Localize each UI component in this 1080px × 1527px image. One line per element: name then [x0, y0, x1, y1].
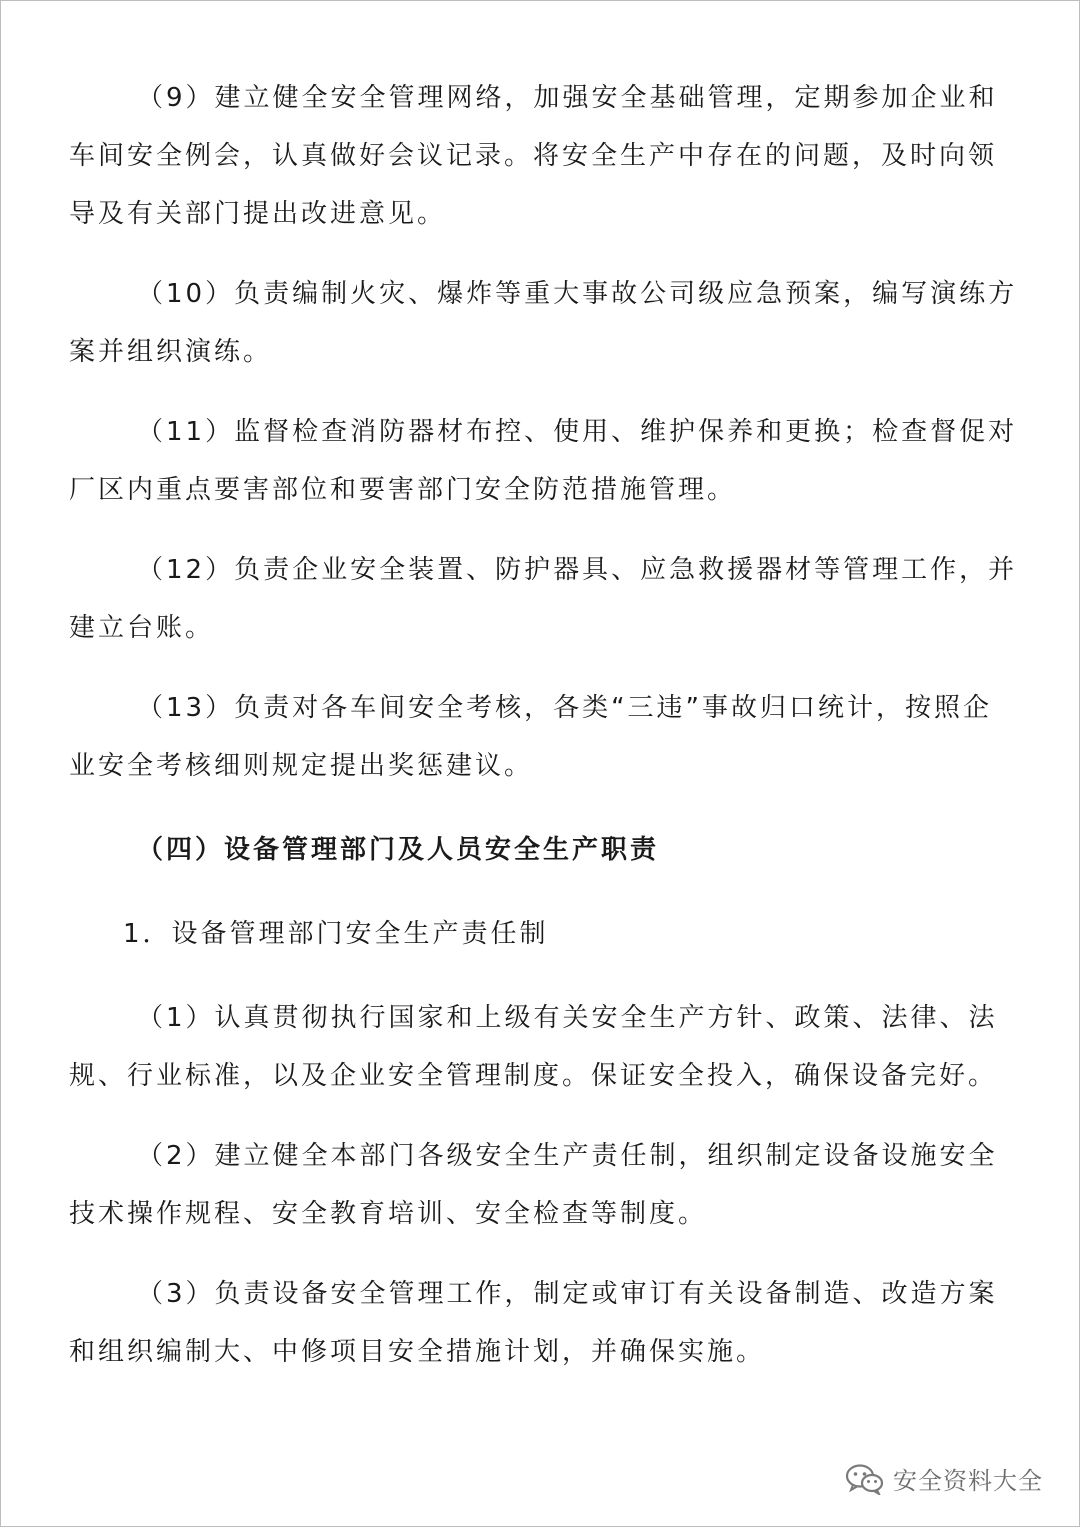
- subsection-paragraph-3: （3）负责设备安全管理工作，制定或审订有关设备制造、改造方案和组织编制大、中修项目安全措施计划，并确保实施。: [69, 1279, 998, 1367]
- watermark: [845, 1461, 1043, 1496]
- watermark-text: 安全资料大全: [893, 1467, 1043, 1495]
- paragraph-11: （11）监督检查消防器材布控、使用、维护保养和更换；检查督促对厂区内重点要害部位和要害部门安全防范措施管理。: [69, 417, 1018, 505]
- wechat-icon: [845, 1463, 885, 1495]
- paragraph-10: （10）负责编制火灾、爆炸等重大事故公司级应急预案，编写演练方案并组织演练。: [69, 279, 1018, 367]
- paragraph-9: （9）建立健全安全管理网络，加强安全基础管理，定期参加企业和车间安全例会，认真做好会议记录。将安全生产中存在的问题，及时向领导及有关部门提出改进意见。: [69, 83, 998, 229]
- subsection-paragraph-2: （2）建立健全本部门各级安全生产责任制，组织制定设备设施安全技术操作规程、安全教育培训、安全检查等制度。: [69, 1141, 998, 1229]
- subsection-heading: 1．设备管理部门安全生产责任制: [123, 919, 549, 949]
- section-heading: （四）设备管理部门及人员安全生产职责: [137, 835, 660, 865]
- paragraph-13: （13）负责对各车间安全考核，各类“三违”事故归口统计，按照企业安全考核细则规定提出奖惩建议。: [69, 693, 993, 781]
- paragraph-12: （12）负责企业安全装置、防护器具、应急救援器材等管理工作，并建立台账。: [69, 555, 1018, 643]
- document-body: [69, 69, 1019, 1381]
- subsection-paragraph-1: （1）认真贯彻执行国家和上级有关安全生产方针、政策、法律、法规、行业标准，以及企业安全管理制度。保证安全投入，确保设备完好。: [69, 1003, 998, 1091]
